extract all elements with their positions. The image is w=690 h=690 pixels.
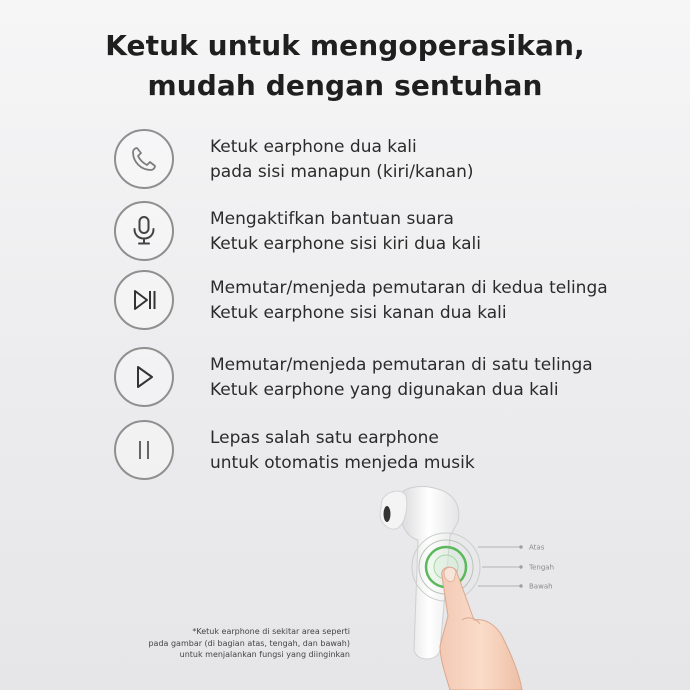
zone-label-bottom: Bawah: [529, 582, 553, 591]
pause-icon: [114, 420, 174, 480]
feature-text: [210, 426, 475, 476]
feature-text: [210, 276, 608, 326]
feature-line-2: Ketuk earphone sisi kiri dua kali: [210, 234, 481, 254]
earbud-illustration: [370, 480, 570, 690]
zone-label-middle: Tengah: [529, 563, 554, 572]
footnote-line-1: *Ketuk earphone di sekitar area seperti: [192, 627, 350, 636]
feature-play-pause-both: [110, 270, 680, 336]
phone-icon: [114, 129, 174, 189]
feature-auto-pause: [110, 420, 680, 486]
play-pause-icon: [114, 270, 174, 330]
feature-voice-assistant: [110, 201, 680, 267]
title-line-1: Ketuk untuk mengoperasikan,: [105, 29, 585, 62]
microphone-icon: [114, 201, 174, 261]
zone-label-top: Atas: [529, 543, 545, 552]
page-title: [0, 26, 690, 106]
feature-double-tap-call: [110, 129, 680, 195]
footnote-line-3: untuk menjalankan fungsi yang diinginkan: [179, 650, 350, 659]
feature-text: [210, 207, 481, 257]
feature-play-pause-single: [110, 347, 680, 413]
footnote: [148, 626, 350, 661]
feature-line-2: Ketuk earphone yang digunakan dua kali: [210, 380, 559, 400]
feature-line-1: Ketuk earphone dua kali: [210, 137, 417, 157]
feature-line-1: Memutar/menjeda pemutaran di satu telinga: [210, 355, 593, 375]
feature-line-1: Lepas salah satu earphone: [210, 428, 439, 448]
feature-line-2: untuk otomatis menjeda musik: [210, 453, 475, 473]
title-line-2: mudah dengan sentuhan: [147, 69, 543, 102]
feature-line-1: Memutar/menjeda pemutaran di kedua telinga: [210, 278, 608, 298]
feature-line-2: Ketuk earphone sisi kanan dua kali: [210, 303, 507, 323]
feature-line-1: Mengaktifkan bantuan suara: [210, 209, 454, 229]
feature-text: [210, 353, 593, 403]
feature-line-2: pada sisi manapun (kiri/kanan): [210, 162, 474, 182]
play-icon: [114, 347, 174, 407]
zone-leader-lines: [478, 546, 522, 588]
footnote-line-2: pada gambar (di bagian atas, tengah, dan bawah): [148, 638, 350, 648]
finger: [440, 567, 522, 690]
feature-text: [210, 135, 474, 185]
